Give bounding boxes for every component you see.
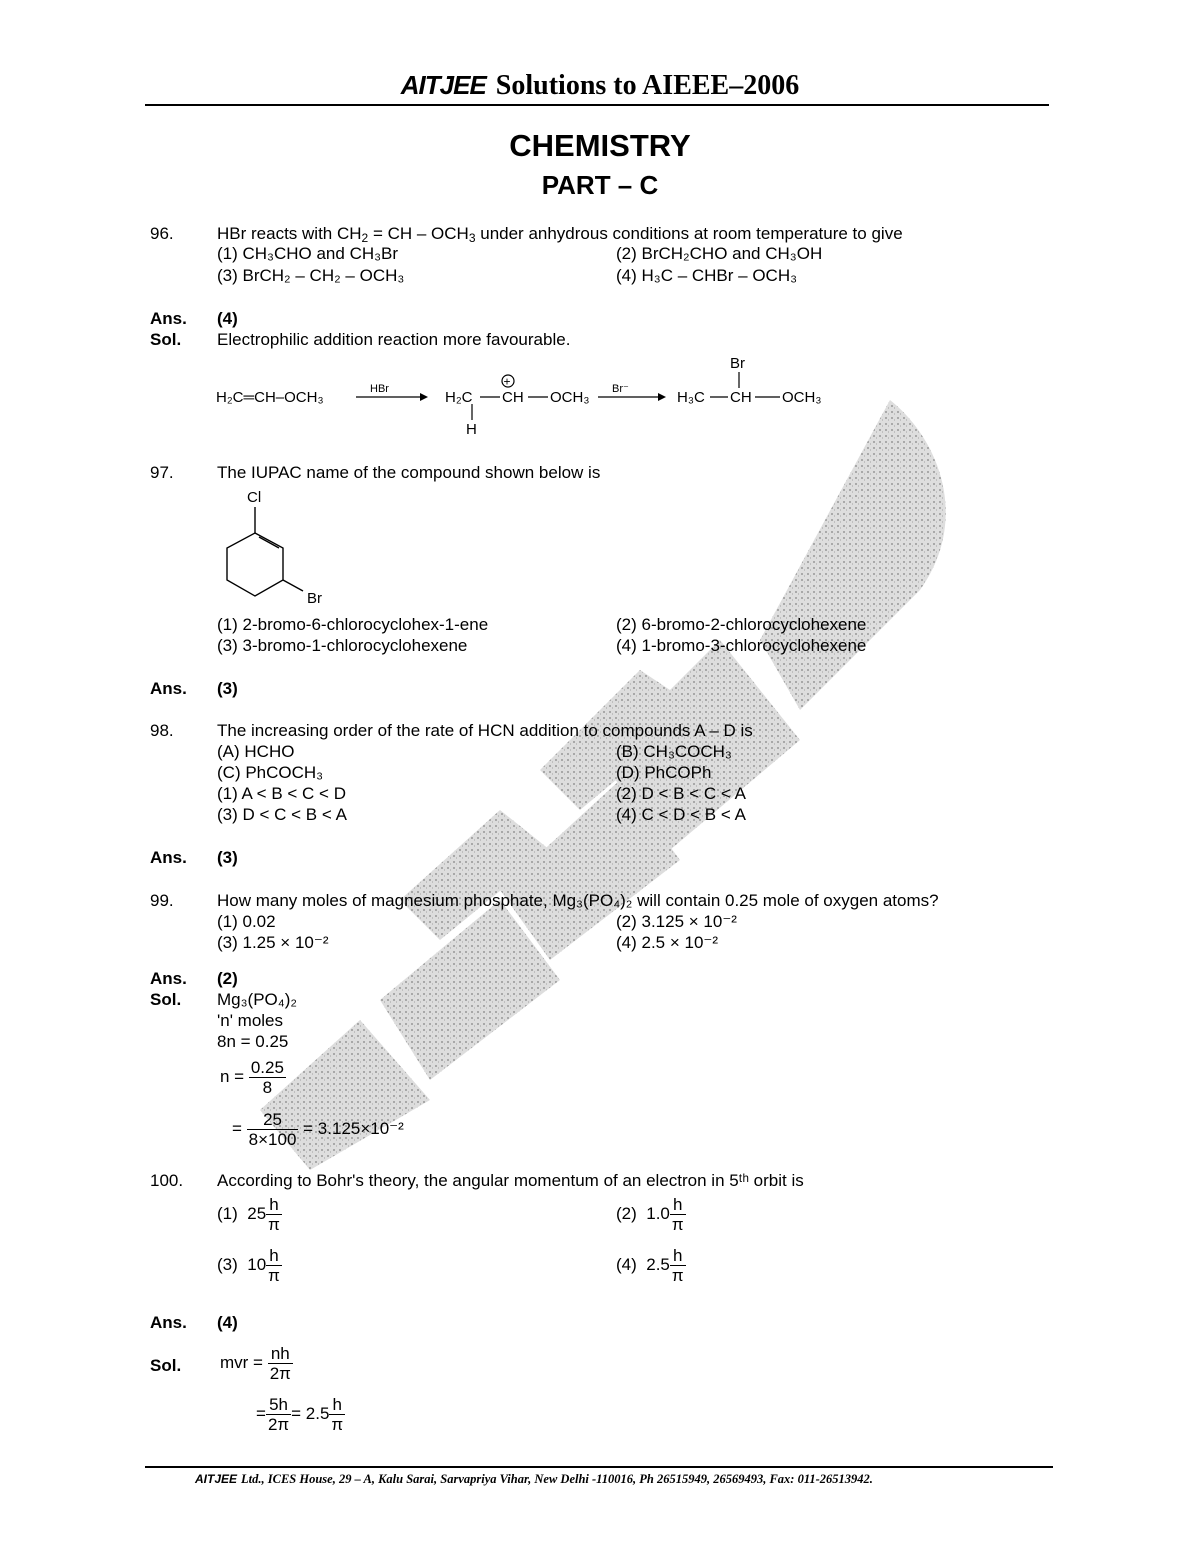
rxn-product-br: Br (730, 355, 745, 372)
rxn-product-left: H₃C (677, 389, 705, 406)
footer-rule (145, 1466, 1053, 1468)
q98-option-4: (4) C < D < B < A (616, 805, 746, 824)
q97-ans-label: Ans. (150, 679, 187, 698)
q99-ans-label: Ans. (150, 969, 187, 988)
q96-option-1: (1) CH₃CHO and CH₃Br (217, 244, 399, 263)
rxn-intermediate-mid: CH (502, 389, 524, 406)
header-title: Solutions to AIEEE–2006 (495, 70, 800, 101)
q97-structure (215, 485, 335, 610)
q98-ans-label: Ans. (150, 848, 187, 867)
footer-address: Ltd., ICES House, 29 – A, Kalu Sarai, Sarvapriya Vihar, New Delhi -110016, Ph 26515949, 26569493, Fax: 011-26513942. (241, 1472, 873, 1486)
q97-cl-label: Cl (247, 489, 262, 506)
q98-compound-d: (D) PhCOPh (616, 763, 712, 782)
q99-option-1: (1) 0.02 (217, 912, 276, 931)
q98-compound-b: (B) CH₃COCH₃ (616, 742, 732, 761)
rxn-product-mid: CH (730, 389, 752, 406)
q96-sol-label: Sol. (150, 330, 182, 349)
q97-br-label: Br (307, 590, 322, 607)
q97-option-3: (3) 3-bromo-1-chlorocyclohexene (217, 636, 468, 655)
q96-stem: HBr reacts with $CH_2$ = CH – $OCH_3$ under anhydrous conditions at room temperature to give (217, 224, 903, 245)
q99-sol-line-5: = $\frac{25}{8\times 100}$ = 3.125×10⁻² (232, 1110, 404, 1149)
q99-number: 99. (150, 891, 174, 910)
q98-compound-c: (C) PhCOCH₃ (217, 763, 324, 782)
q96-option-4: (4) H₃C – CHBr – OCH₃ (616, 266, 798, 285)
page-header (0, 70, 1200, 102)
q98-option-3: (3) D < C < B < A (217, 805, 347, 824)
q99-sol-line-3: 8n = 0.25 (217, 1032, 289, 1051)
q97-option-4: (4) 1-bromo-3-chlorocyclohexene (616, 636, 867, 655)
q99-answer: (2) (217, 969, 238, 988)
q99-sol-line-1: Mg₃(PO₄)₂ (217, 990, 297, 1009)
q100-option-1: (1) 25 $\frac{h}{\pi}$ (217, 1195, 280, 1234)
q98-option-1: (1) A < B < C < D (217, 784, 346, 803)
q98-number: 98. (150, 721, 174, 740)
q97-answer: (3) (217, 679, 238, 698)
rxn-charge: + (503, 374, 511, 389)
rxn-reagent-1: HBr (370, 383, 389, 395)
q99-option-4: (4) 2.5 × 10⁻² (616, 933, 719, 952)
q97-number: 97. (150, 463, 174, 482)
q100-ans-label: Ans. (150, 1313, 187, 1332)
q96-reaction-scheme (210, 352, 850, 442)
q100-sol-line-2: = $\frac{5h}{2\pi}$ = 2.5 $\frac{h}{\pi}$ (256, 1395, 344, 1434)
q96-option-2: (2) BrCH₂CHO and CH₃OH (616, 244, 823, 263)
q100-option-3: (3) 10 $\frac{h}{\pi}$ (217, 1246, 280, 1285)
rxn-intermediate-left: H₂C (445, 389, 473, 406)
q99-option-2: (2) 3.125 × 10⁻² (616, 912, 737, 931)
part-title: PART – C (541, 170, 659, 200)
rxn-reagent-2: Br⁻ (612, 383, 629, 395)
q98-compound-a: (A) HCHO (217, 742, 295, 761)
q100-option-2: (2) 1.0 $\frac{h}{\pi}$ (616, 1195, 684, 1234)
rxn-product-right: OCH₃ (782, 389, 822, 406)
page-footer (195, 1472, 1055, 1487)
header-rule (145, 104, 1049, 106)
q97-option-2: (2) 6-bromo-2-chlorocyclohexene (616, 615, 867, 634)
rxn-intermediate-h: H (466, 421, 477, 438)
rxn-reactant: H₂C═CH–OCH₃ (216, 389, 324, 406)
q100-sol-label: Sol. (150, 1356, 182, 1375)
q96-ans-label: Ans. (150, 309, 187, 328)
q97-option-1: (1) 2-bromo-6-chlorocyclohex-1-ene (217, 615, 489, 634)
q99-sol-line-2: 'n' moles (217, 1011, 284, 1030)
footer-logo: AITJEE (195, 1472, 238, 1486)
q99-stem: How many moles of magnesium phosphate, Mg₃(PO₄)₂ will contain 0.25 mole of oxygen atoms? (217, 891, 939, 910)
q100-answer: (4) (217, 1313, 238, 1332)
q100-number: 100. (150, 1171, 184, 1190)
q98-stem: The increasing order of the rate of HCN addition to compounds A – D is (217, 721, 753, 740)
rxn-arrow-1-head (420, 393, 428, 401)
header-logo: AITJEE (400, 70, 486, 100)
q99-sol-label: Sol. (150, 990, 182, 1009)
q96-number: 96. (150, 224, 174, 243)
rxn-arrow-2-head (658, 393, 666, 401)
q99-sol-line-4: n = $\frac{0.25}{8}$ (220, 1058, 284, 1097)
q96-answer: (4) (217, 309, 238, 328)
subject-title: CHEMISTRY (509, 128, 691, 163)
q96-solution: Electrophilic addition reaction more favourable. (217, 330, 571, 349)
q100-stem: According to Bohr's theory, the angular momentum of an electron in 5ᵗʰ orbit is (217, 1171, 804, 1190)
q97-stem: The IUPAC name of the compound shown below is (217, 463, 601, 482)
q100-sol-line-1: mvr = $\frac{nh}{2\pi}$ (220, 1344, 291, 1383)
q98-option-2: (2) D < B < C < A (616, 784, 746, 803)
q98-answer: (3) (217, 848, 238, 867)
q99-option-3: (3) 1.25 × 10⁻² (217, 933, 329, 952)
rxn-intermediate-right: OCH₃ (550, 389, 590, 406)
q100-option-4: (4) 2.5 $\frac{h}{\pi}$ (616, 1246, 684, 1285)
q96-option-3: (3) BrCH₂ – CH₂ – OCH₃ (217, 266, 405, 285)
